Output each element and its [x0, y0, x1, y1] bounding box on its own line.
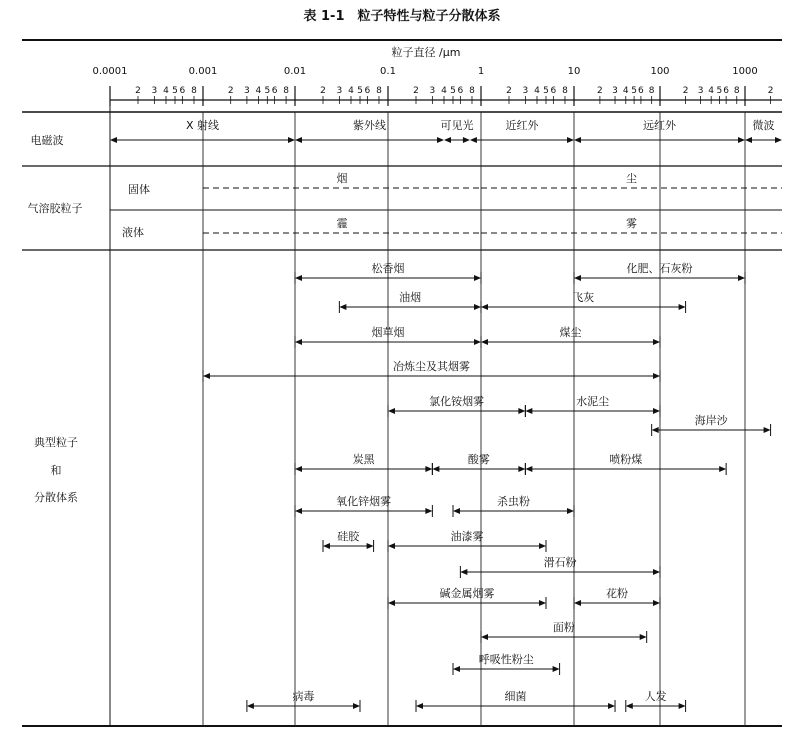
arrow-right — [567, 508, 574, 514]
typical-range — [481, 325, 660, 348]
arrow-left — [481, 304, 488, 310]
arrow-left — [339, 304, 346, 310]
em-band-label: 紫外线 — [352, 119, 386, 132]
arrow-right — [518, 466, 525, 472]
range-label: 油烟 — [399, 291, 422, 304]
category-solid: 固体 — [128, 183, 150, 196]
arrow-left — [295, 137, 302, 143]
typical-range — [574, 586, 660, 609]
typical-range — [295, 452, 432, 475]
minor-tick-label: 8 — [469, 86, 475, 96]
typical-range — [525, 452, 726, 475]
arrow-left — [481, 634, 488, 640]
arrow-left — [388, 543, 395, 549]
em-band — [574, 118, 745, 143]
arrow-right — [653, 339, 660, 345]
minor-tick-label: 2 — [227, 86, 234, 96]
minor-tick-label: 8 — [733, 86, 740, 96]
range-label: 人发 — [644, 690, 667, 703]
minor-tick-label: 5 — [543, 86, 549, 96]
arrow-left — [525, 466, 532, 472]
typical-range — [453, 652, 560, 675]
minor-tick-label: 8 — [283, 86, 289, 96]
range-label: 氯化铵烟雾 — [429, 395, 485, 408]
minor-tick-label: 6 — [179, 86, 186, 96]
range-label: 冶炼尘及其烟雾 — [393, 360, 470, 373]
em-band-label: 可见光 — [440, 119, 474, 132]
em-band — [745, 118, 782, 143]
range-label: 松香烟 — [371, 262, 405, 275]
em-band-label: X 射线 — [185, 119, 220, 132]
arrow-left — [444, 137, 451, 143]
arrow-left — [295, 339, 302, 345]
arrow-left — [388, 408, 395, 414]
typical-range — [339, 290, 481, 313]
arrow-right — [437, 137, 444, 143]
arrow-right — [679, 304, 686, 310]
typical-range — [481, 291, 686, 313]
aerosol-label: 烟 — [336, 172, 348, 185]
range-label: 氧化锌烟雾 — [336, 495, 392, 508]
arrow-left — [295, 466, 302, 472]
minor-tick-label: 3 — [697, 86, 704, 96]
typical-range — [574, 261, 745, 284]
arrow-left — [453, 508, 460, 514]
minor-tick-label: 2 — [506, 86, 512, 96]
minor-tick-label: 6 — [723, 86, 730, 96]
em-band — [110, 118, 295, 143]
decade-label: 0.01 — [283, 66, 307, 77]
typical-range — [432, 452, 525, 475]
typical-range — [247, 689, 360, 712]
range-label: 炭黑 — [352, 453, 375, 466]
arrow-left — [574, 600, 581, 606]
range-label: 海岸沙 — [694, 414, 728, 427]
table-title: 表 1-1 粒子特性与粒子分散体系 — [303, 9, 501, 24]
range-label: 杀虫粉 — [497, 495, 531, 508]
arrow-left — [460, 569, 467, 575]
arrow-left — [574, 137, 581, 143]
arrow-left — [626, 703, 633, 709]
category-typical-3: 分散体系 — [34, 491, 78, 504]
minor-tick-label: 2 — [413, 86, 419, 96]
minor-tick-label: 3 — [336, 86, 343, 96]
arrow-left — [481, 339, 488, 345]
category-aerosol: 气溶胶粒子 — [27, 202, 83, 215]
typical-range — [388, 586, 546, 609]
minor-tick-label: 5 — [631, 86, 637, 96]
range-label: 煤尘 — [559, 326, 582, 339]
minor-tick-label: 2 — [135, 86, 141, 96]
typical-range — [460, 555, 660, 578]
arrow-left — [203, 373, 210, 379]
arrow-right — [539, 543, 546, 549]
range-label: 硅胶 — [337, 530, 360, 543]
minor-tick-label: 8 — [376, 86, 382, 96]
minor-tick-label: 4 — [441, 86, 447, 96]
aerosol-range — [481, 171, 782, 188]
minor-tick-label: 4 — [255, 86, 262, 96]
range-label: 呼吸性粉尘 — [478, 653, 534, 666]
table-frame — [22, 40, 782, 726]
typical-range — [323, 530, 374, 552]
minor-tick-label: 8 — [562, 86, 568, 96]
minor-tick-label: 3 — [522, 86, 529, 96]
minor-tick-label: 2 — [320, 86, 326, 96]
arrow-right — [425, 508, 432, 514]
typical-range — [388, 394, 525, 417]
arrow-left — [745, 137, 752, 143]
em-band — [470, 118, 574, 143]
range-label: 病毒 — [292, 690, 315, 703]
arrow-left — [453, 666, 460, 672]
range-label: 喷粉煤 — [609, 453, 643, 466]
arrow-right — [653, 373, 660, 379]
decade-label: 100 — [650, 66, 670, 77]
arrow-left — [525, 408, 532, 414]
decade-label: 1 — [477, 66, 485, 77]
aerosol-label: 尘 — [626, 172, 637, 185]
arrow-right — [425, 466, 432, 472]
arrow-left — [247, 703, 254, 709]
minor-tick-label: 8 — [191, 86, 197, 96]
arrow-right — [738, 275, 745, 281]
arrow-left — [432, 466, 439, 472]
typical-range — [652, 413, 771, 436]
aerosol-range — [203, 217, 481, 233]
range-label: 化肥、石灰粉 — [626, 262, 693, 275]
minor-tick-label: 4 — [534, 86, 540, 96]
arrow-right — [367, 543, 374, 549]
minor-tick-label: 2 — [682, 86, 689, 96]
category-liquid: 液体 — [122, 226, 144, 239]
decade-label: 0.1 — [380, 66, 396, 77]
arrow-right — [764, 427, 771, 433]
range-label: 滑石粉 — [543, 556, 577, 569]
arrow-right — [719, 466, 726, 472]
arrow-left — [295, 508, 302, 514]
arrow-right — [679, 703, 686, 709]
range-label: 酸雾 — [467, 453, 490, 466]
arrow-right — [288, 137, 295, 143]
arrow-left — [574, 275, 581, 281]
aerosol-label: 霾 — [336, 217, 348, 230]
minor-tick-label: 5 — [172, 86, 178, 96]
minor-tick-label: 3 — [244, 86, 250, 96]
typical-range — [525, 394, 660, 417]
arrow-right — [653, 569, 660, 575]
arrow-left — [470, 137, 477, 143]
minor-tick-label: 6 — [550, 86, 557, 96]
decade-label: 10 — [567, 66, 581, 77]
minor-tick-label: 8 — [648, 86, 655, 96]
minor-tick-label: 6 — [271, 86, 278, 96]
range-label: 飞灰 — [572, 291, 595, 304]
decade-label: 0.0001 — [92, 66, 128, 77]
arrow-right — [653, 408, 660, 414]
aerosol-range — [203, 171, 481, 188]
minor-tick-label: 6 — [457, 86, 464, 96]
arrow-right — [775, 137, 782, 143]
minor-tick-label: 3 — [429, 86, 436, 96]
guide-lines — [203, 112, 745, 726]
minor-tick-label: 3 — [612, 86, 618, 96]
minor-tick-label: 3 — [151, 86, 158, 96]
minor-tick-label: 5 — [716, 86, 723, 96]
minor-tick-label: 4 — [163, 86, 169, 96]
range-label: 花粉 — [606, 587, 628, 600]
arrow-right — [640, 634, 647, 640]
typical-range — [453, 494, 574, 517]
category-typical-2: 和 — [50, 464, 62, 477]
category-em-wave: 电磁波 — [30, 134, 64, 147]
minor-tick-label: 4 — [348, 86, 354, 96]
arrow-right — [567, 137, 574, 143]
aerosol-label: 雾 — [626, 217, 637, 230]
arrow-right — [518, 408, 525, 414]
em-band — [440, 118, 473, 143]
minor-tick-label: 5 — [357, 86, 363, 96]
log-scale-ruler — [110, 86, 782, 106]
aerosol-range — [481, 217, 782, 233]
minor-tick-label: 4 — [708, 86, 715, 96]
em-band — [295, 118, 444, 143]
arrow-right — [474, 275, 481, 281]
arrow-right — [653, 600, 660, 606]
typical-range — [295, 494, 432, 517]
range-label: 水泥尘 — [576, 395, 610, 408]
decade-label: 1000 — [732, 66, 758, 77]
arrow-left — [416, 703, 423, 709]
minor-tick-label: 2 — [767, 86, 774, 96]
arrow-left — [323, 543, 330, 549]
minor-tick-label: 5 — [450, 86, 456, 96]
em-band-label: 远红外 — [643, 119, 676, 132]
range-arrows — [110, 118, 782, 712]
category-typical-1: 典型粒子 — [34, 436, 78, 449]
arrow-right — [738, 137, 745, 143]
em-band-label: 近红外 — [505, 119, 539, 132]
minor-tick-label: 5 — [264, 86, 271, 96]
arrow-left — [388, 600, 395, 606]
arrow-right — [608, 703, 615, 709]
typical-range — [481, 620, 647, 643]
arrow-left — [110, 137, 117, 143]
range-label: 烟草烟 — [371, 326, 405, 339]
typical-range — [626, 689, 686, 712]
minor-tick-label: 4 — [622, 86, 629, 96]
arrow-right — [353, 703, 360, 709]
minor-tick-label: 6 — [364, 86, 371, 96]
arrow-left — [295, 275, 302, 281]
axis-label: 粒子直径 /μm — [391, 46, 461, 59]
arrow-right — [474, 339, 481, 345]
typical-range — [416, 689, 615, 712]
range-label: 面粉 — [552, 621, 575, 634]
minor-tick-label: 2 — [597, 86, 603, 96]
range-label: 油漆雾 — [450, 530, 484, 543]
arrow-right — [474, 304, 481, 310]
arrow-left — [652, 427, 659, 433]
decade-label: 0.001 — [188, 66, 218, 77]
minor-tick-label: 6 — [638, 86, 644, 96]
range-label: 碱金属烟雾 — [439, 587, 495, 600]
decade-labels — [93, 66, 758, 77]
arrow-right — [539, 600, 546, 606]
typical-range — [203, 359, 660, 382]
em-band-label: 微波 — [752, 119, 775, 132]
range-label: 细菌 — [504, 690, 527, 703]
arrow-right — [463, 137, 470, 143]
arrow-right — [553, 666, 560, 672]
typical-range — [388, 529, 546, 552]
